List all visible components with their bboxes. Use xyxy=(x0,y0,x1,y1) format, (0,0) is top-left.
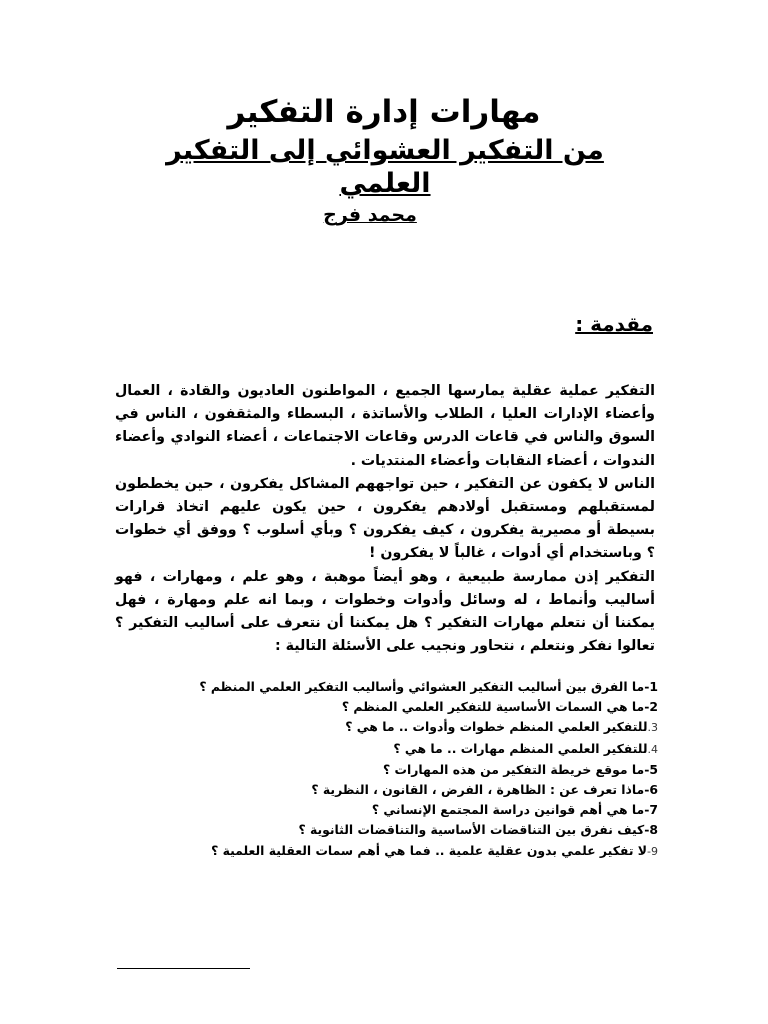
question-item xyxy=(138,820,658,840)
question-number: 2- xyxy=(644,699,658,715)
paragraph: التفكير إذن ممارسة طبيعية ، وهو أيضاً موهبة ، وهو علم ، ومهارات ، فهو أساليب وأنماط ، له وسائل وأدوات وخطوات ، وبما انه علم ومهارة ، فهل يمكننا أن نتعلم مهارات التفكير ؟ هل يمكننا أن نتعرف على أساليب التفكير ؟ تعالوا نفكر ونتعلم ، نتحاور ونجيب على الأسئلة التالية : xyxy=(115,568,655,655)
footnote-separator xyxy=(117,968,250,969)
question-number: 8- xyxy=(644,822,658,838)
question-item xyxy=(138,780,658,800)
document-subtitle: من التفكير العشوائي إلى التفكير العلمي xyxy=(166,135,604,199)
question-item xyxy=(138,717,658,738)
question-number: 6- xyxy=(644,782,658,798)
question-number: 4. xyxy=(647,742,658,756)
question-text: ما هي أهم قوانين دراسة المجتمع الإنساني ؟ xyxy=(371,802,645,818)
question-number: 5- xyxy=(644,761,658,777)
question-item xyxy=(138,760,658,780)
question-text: للتفكير العلمي المنظم مهارات .. ما هي ؟ xyxy=(393,740,648,756)
introduction-body xyxy=(115,380,655,658)
question-text: ما هي السمات الأساسية للتفكير العلمي المنظم ؟ xyxy=(341,699,645,715)
question-item xyxy=(138,841,658,862)
question-text: ما موقع خريطة التفكير من هذه المهارات ؟ xyxy=(383,761,645,777)
paragraph: التفكير عملية عقلية يمارسها الجميع ، المواطنون العاديون والقادة ، العمال وأعضاء الإدارات العليا ، الطلاب والأساتذة ، البسطاء والمثقفون ، الناس في السوق والناس في قاعات الدرس وقاعات الاجتماعات ، أعضاء النوادي وأعضاء الندوات ، أعضاء النقابات وأعضاء المنتديات . xyxy=(115,383,655,469)
question-text: ما الفرق بين أساليب التفكير العشوائي وأساليب التفكير العلمي المنظم ؟ xyxy=(199,679,645,694)
question-number: 1- xyxy=(644,679,658,694)
question-text: للتفكير العلمي المنظم خطوات وأدوات .. ما هي ؟ xyxy=(345,719,648,735)
question-text: لا تفكير علمي بدون عقلية علمية .. فما هي أهم سمات العقلية العلمية ؟ xyxy=(211,842,648,858)
author-name: محمد فرج xyxy=(323,204,417,226)
question-text: كيف نفرق بين التناقضات الأساسية والتناقضات الثانوية ؟ xyxy=(298,822,645,838)
question-number: 7- xyxy=(644,802,658,818)
question-text: ماذا تعرف عن : الظاهرة ، الفرض ، القانون ، النظرية ؟ xyxy=(311,782,645,798)
question-item xyxy=(138,739,658,760)
question-item xyxy=(138,800,658,820)
question-item xyxy=(138,677,658,697)
question-number: 3. xyxy=(647,721,658,735)
question-item xyxy=(138,697,658,717)
section-heading-introduction: مقدمة : xyxy=(575,312,653,336)
question-number: 9- xyxy=(647,844,658,858)
document-title: مهارات إدارة التفكير xyxy=(227,94,541,130)
paragraph: الناس لا يكفون عن التفكير ، حين تواجههم المشاكل يفكرون ، حين يخططون لمستقبلهم ومستقبل أولادهم يفكرون ، حين يكون عليهم اتخاذ قرارات بسيطة أو مصيرية يفكرون ، كيف يفكرون ؟ وبأي أسلوب ؟ ووفق أي خطوات ؟ وباستخدام أي أدوات ، غالباً لا يفكرون ! xyxy=(115,475,655,562)
question-list xyxy=(138,677,658,862)
